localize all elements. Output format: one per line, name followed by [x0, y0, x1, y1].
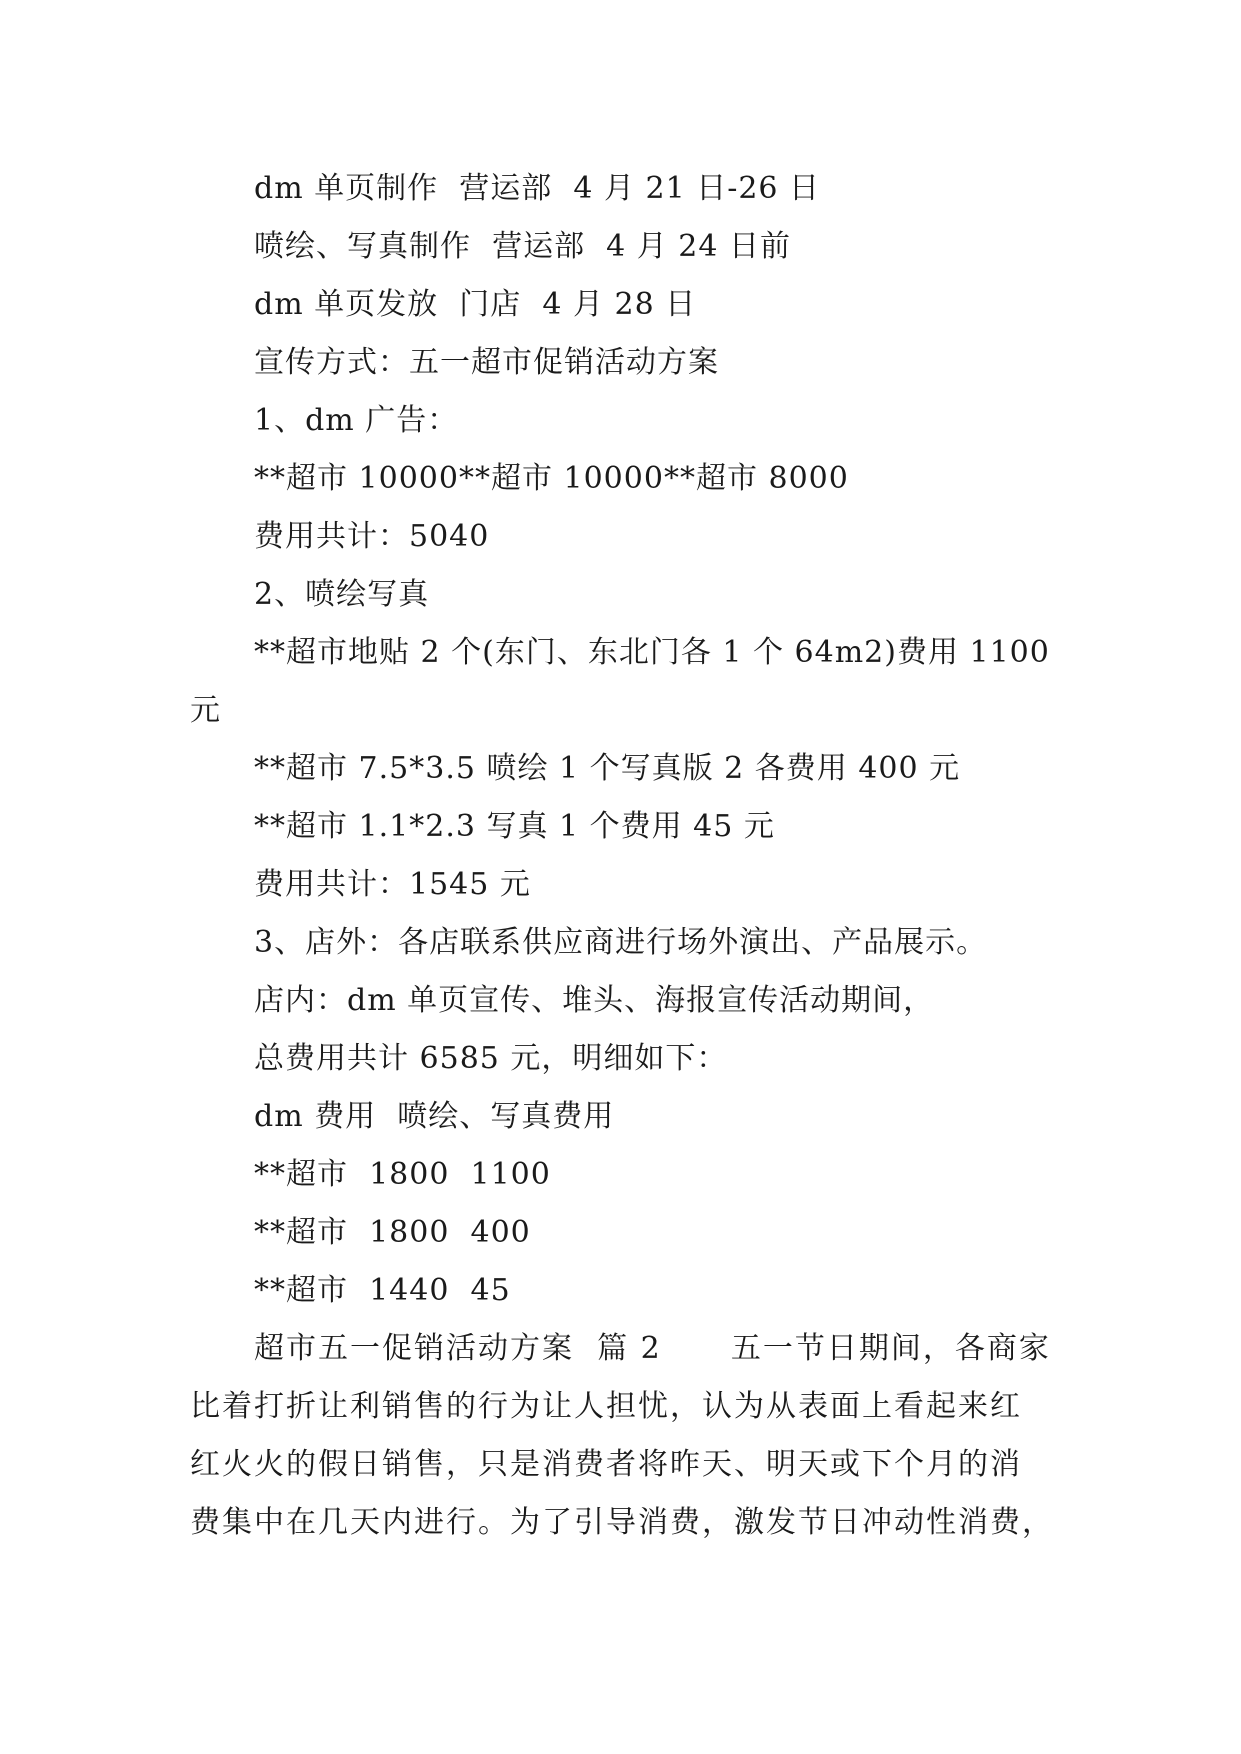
text-line: dm 单页制作 营运部 4 月 21 日-26 日 — [254, 171, 821, 206]
text-line: **超市 10000**超市 10000**超市 8000 — [254, 461, 849, 496]
text-line: **超市地贴 2 个(东门、东北门各 1 个 64m2)费用 1100 — [254, 635, 1050, 670]
paragraph-row: 超市五一促销活动方案 篇 2 五一节日期间，各商家 — [254, 1331, 1051, 1366]
text-line: 喷绘、写真制作 营运部 4 月 24 日前 — [254, 229, 792, 264]
text-line: 2、喷绘写真 — [254, 577, 430, 612]
paragraph — [190, 1320, 1054, 1552]
text-line: dm 费用 喷绘、写真费用 — [254, 1099, 615, 1134]
text-line: **超市 1.1*2.3 写真 1 个费用 45 元 — [254, 809, 775, 844]
text-line: **超市 7.5*3.5 喷绘 1 个写真版 2 各费用 400 元 — [254, 751, 961, 786]
line-list — [190, 160, 1050, 1320]
text-line: 元 — [190, 693, 221, 728]
text-line: 费用共计：5040 — [254, 519, 490, 554]
text-line: dm 单页发放 门店 4 月 28 日 — [254, 287, 697, 322]
document-body — [190, 160, 1054, 1552]
text-line: 3、店外：各店联系供应商进行场外演出、产品展示。 — [254, 925, 988, 960]
text-line: 店内：dm 单页宣传、堆头、海报宣传活动期间， — [254, 983, 935, 1018]
paragraph-row: 红火火的假日销售，只是消费者将昨天、明天或下个月的消 — [190, 1447, 1022, 1482]
paragraph-row: 费集中在几天内进行。为了引导消费，激发节日冲动性消费， — [190, 1505, 1054, 1540]
text-line: 总费用共计 6585 元，明细如下： — [254, 1041, 728, 1076]
text-line: 宣传方式：五一超市促销活动方案 — [254, 345, 719, 380]
text-line: 费用共计：1545 元 — [254, 867, 531, 902]
text-line: 1、dm 广告： — [254, 403, 459, 438]
text-line: **超市 1800 1100 — [254, 1157, 551, 1192]
text-line: **超市 1440 45 — [254, 1273, 511, 1308]
text-line: **超市 1800 400 — [254, 1215, 531, 1250]
paragraph-row: 比着打折让利销售的行为让人担忧，认为从表面上看起来红 — [190, 1389, 1022, 1424]
